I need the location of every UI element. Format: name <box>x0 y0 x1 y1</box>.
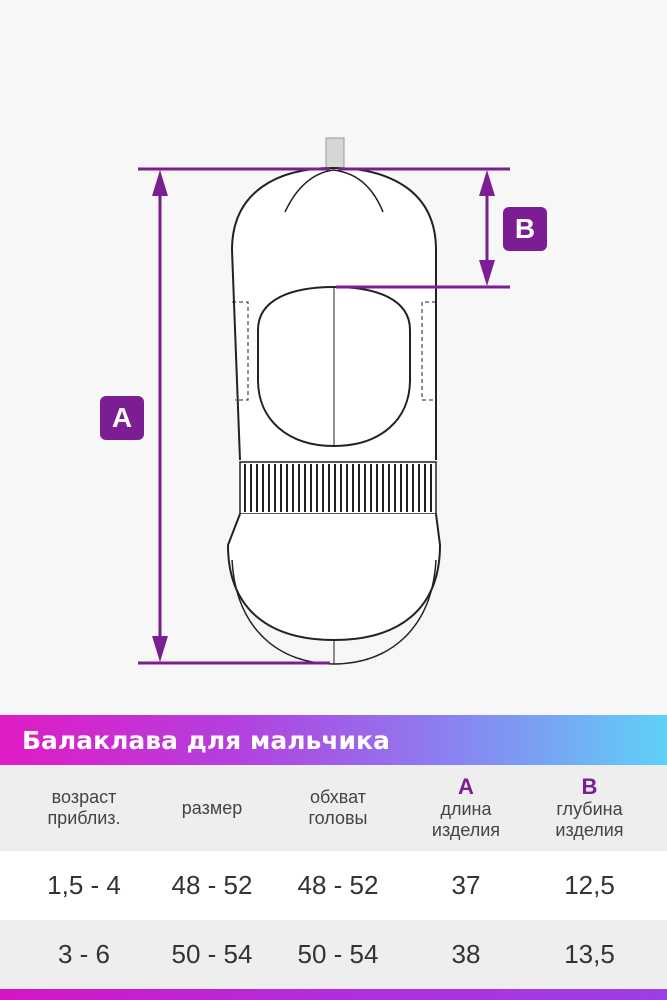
dimension-a-badge: A <box>100 396 144 440</box>
table-cell: 38 <box>451 939 481 969</box>
header-depth <box>512 765 667 851</box>
dimension-b-arrow-top <box>479 170 495 196</box>
table-cell: 1,5 - 4 <box>47 870 121 900</box>
header-length <box>420 765 512 851</box>
table-cell: 48 - 52 <box>297 870 379 900</box>
header-head-circumference <box>256 765 420 851</box>
header-line1: обхват <box>310 787 366 807</box>
table-cell: 12,5 <box>564 870 615 900</box>
dimension-a-arrow-bottom <box>152 636 168 662</box>
neck-piece <box>228 514 440 640</box>
header-line2: приблиз. <box>47 808 121 828</box>
dimension-b-badge: B <box>503 207 547 251</box>
table-row <box>0 920 667 989</box>
header-letter: B <box>581 774 598 799</box>
bottom-accent-bar <box>0 989 667 1000</box>
size-table <box>0 765 667 989</box>
hanger-tab <box>326 138 344 168</box>
table-cell: 50 - 54 <box>297 939 379 969</box>
header-size <box>168 765 256 851</box>
header-age <box>0 765 168 851</box>
header-line1: глубина <box>556 799 623 819</box>
product-title-bar <box>0 715 667 765</box>
header-line1: длина <box>440 799 492 819</box>
dimension-a-arrow-top <box>152 170 168 196</box>
table-cell: 3 - 6 <box>57 939 111 969</box>
header-line2: головы <box>308 808 368 828</box>
header-line1: возраст <box>51 787 117 807</box>
header-letter: A <box>458 774 474 799</box>
header-line2: изделия <box>555 820 624 840</box>
table-cell: 50 - 54 <box>171 939 253 969</box>
table-cell: 48 - 52 <box>171 870 253 900</box>
product-title: Балаклава для мальчика <box>22 725 390 755</box>
table-cell: 13,5 <box>564 939 615 969</box>
dimension-b-arrow-bottom <box>479 260 495 286</box>
header-line2: изделия <box>431 820 501 840</box>
table-header-row <box>0 765 667 851</box>
table-row <box>0 851 667 920</box>
header-line1: размер <box>181 797 243 818</box>
table-cell: 37 <box>451 870 481 900</box>
